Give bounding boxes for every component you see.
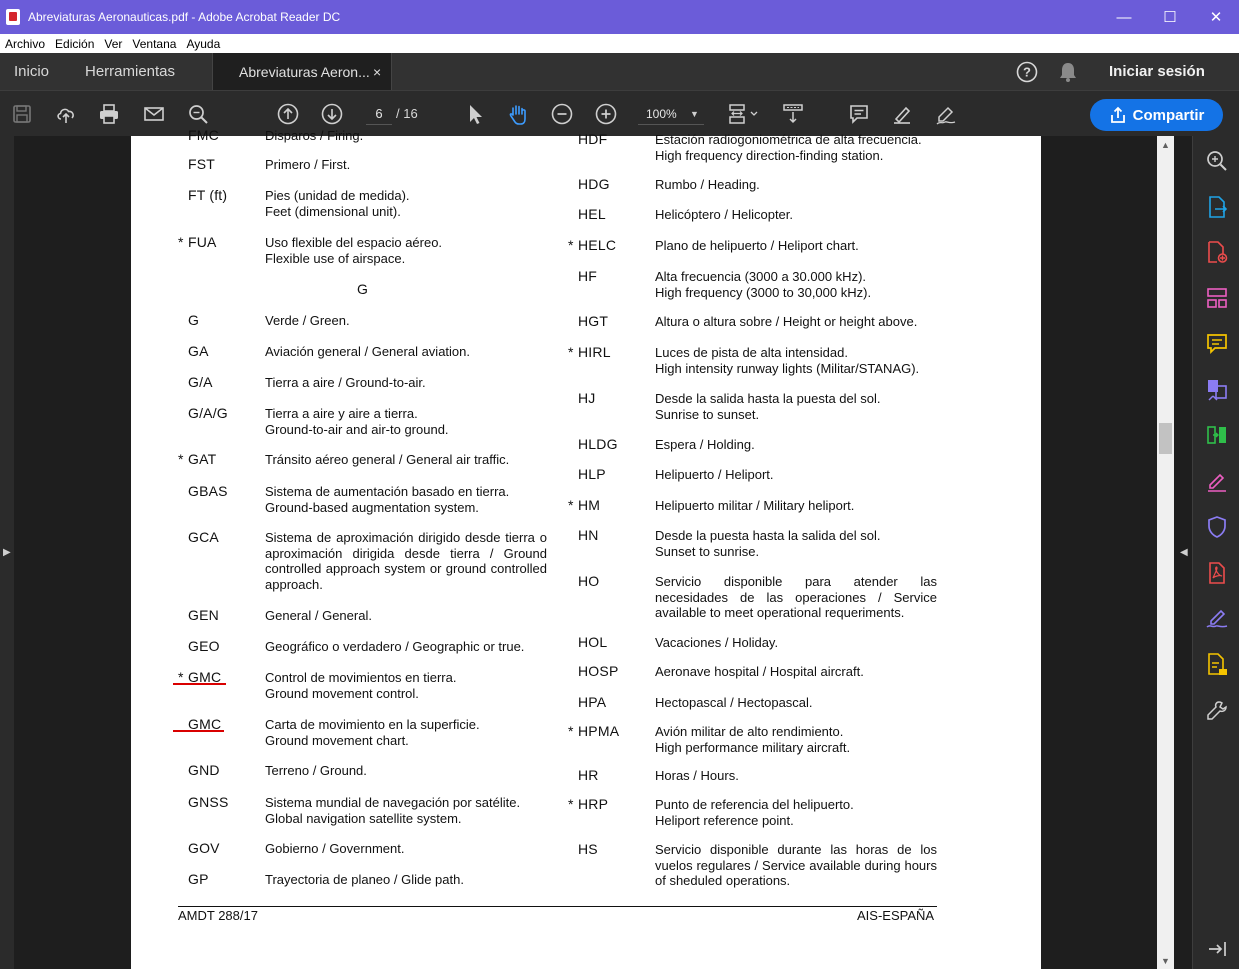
definition-line: Helicóptero / Helicopter. [655,207,794,222]
page-down-icon[interactable] [319,101,345,127]
comment-icon[interactable] [1205,332,1229,356]
definition-line: Sunset to sunrise. [655,543,760,559]
tab-close-icon[interactable]: × [373,63,382,80]
save-icon[interactable] [9,101,35,127]
abbreviation-definition [265,484,547,515]
zoom-in-icon[interactable] [593,101,619,127]
pdf-icon[interactable] [1205,561,1229,585]
definition-line: Punto de referencia del helipuerto. [655,797,854,812]
abbreviation-term: FST [188,156,216,172]
footer-rule [178,906,937,907]
definition-line: Tierra a aire / Ground-to-air. [265,375,426,390]
abbreviation-term: HLDG [578,436,618,452]
definition-line: Plano de helipuerto / Heliport chart. [655,238,859,253]
zoom-out-icon[interactable] [549,101,575,127]
abbreviation-definition [655,345,937,376]
definition-line: Luces de pista de alta intensidad. [655,345,848,360]
sign-icon[interactable] [933,101,959,127]
notifications-bell-icon[interactable] [1058,53,1078,90]
search-zoom-icon[interactable] [185,101,211,127]
definition-line: High intensity runway lights (Militar/STANAG). [655,360,920,376]
share-upload-icon [1109,106,1127,124]
definition-line: Control de movimientos en tierra. [265,670,457,685]
definition-line: Heliport reference point. [655,812,794,828]
revision-asterisk: * [568,344,574,360]
search-zoom-icon[interactable] [1205,149,1229,173]
abbreviation-term: FUA [188,234,217,250]
definition-line: General / General. [265,608,372,623]
definition-line: Alta frecuencia (3000 a 30.000 kHz). [655,269,867,284]
export-pdf-icon[interactable] [1205,195,1229,219]
menu-archivo[interactable]: Archivo [5,36,46,51]
definition-line: Sunrise to sunset. [655,406,760,422]
create-pdf-icon[interactable] [1205,240,1229,264]
definition-line: Global navigation satellite system. [265,810,462,826]
abbreviation-definition [655,437,937,453]
abbreviation-term: HM [578,497,601,513]
abbreviation-definition [655,238,937,254]
revision-asterisk: * [568,497,574,513]
footer-right: AIS-ESPAÑA [857,908,935,923]
revision-asterisk: * [178,669,184,685]
abbreviation-term: GCA [188,529,219,545]
abbreviation-definition [265,670,547,701]
definition-line: Altura o altura sobre / Height or height above. [655,314,918,329]
toolbar [0,90,1239,136]
abbreviation-definition [655,314,937,330]
page-fit-icon[interactable] [725,101,761,127]
abbreviation-term: HRP [578,796,609,812]
definition-line: Avión militar de alto rendimiento. [655,724,844,739]
page-up-icon[interactable] [275,101,301,127]
combine-files-icon[interactable] [1205,377,1229,401]
definition-line: Verde / Green. [265,313,350,328]
definition-line: Flexible use of airspace. [265,250,406,266]
print-icon[interactable] [96,101,122,127]
definition-line: Ground-based augmentation system. [265,499,479,515]
abbreviation-term: HLP [578,466,606,482]
definition-line: High frequency direction-finding station. [655,147,884,163]
definition-line: Horas / Hours. [655,768,739,783]
edit-sign-icon[interactable] [1205,606,1229,630]
abbreviation-definition [655,842,937,889]
definition-line: Desde la salida hasta la puesta del sol. [655,391,881,406]
abbreviation-definition [265,639,547,655]
abbreviation-term: GOV [188,840,220,856]
definition-line: Gobierno / Government. [265,841,405,856]
definition-line: Uso flexible del espacio aéreo. [265,235,443,250]
abbreviation-definition [265,188,547,219]
abbreviation-definition [655,498,937,514]
collapse-right-panel-icon[interactable]: ◀ [1180,547,1188,558]
abbreviation-definition [265,530,547,592]
scroll-mode-icon[interactable] [780,101,806,127]
share-button[interactable] [1090,99,1223,131]
abbreviation-definition [265,375,547,391]
abbreviation-term: GAT [188,451,217,467]
definition-line: Helipuerto militar / Military heliport. [655,498,855,513]
section-letter: G [357,281,368,297]
abbreviation-term: GEO [188,638,220,654]
definition-line: Servicio disponible durante las horas de los vuelos regulares / Service available during hours of sheduled operations. [655,842,937,888]
definition-line: Feet (dimensional unit). [265,203,401,219]
footer-left: AMDT 288/17 [178,908,258,923]
menu-edicion[interactable]: Edición [55,36,95,51]
definition-line: High performance military aircraft. [655,739,851,755]
tab-herramientas[interactable]: Herramientas [85,63,176,80]
scroll-up-arrow-icon[interactable]: ▲ [1161,140,1170,150]
abbreviation-term: HEL [578,206,606,222]
definition-line: Aeronave hospital / Hospital aircraft. [655,664,864,679]
abbreviation-definition [655,132,937,163]
collapse-panel-icon[interactable] [1205,937,1229,961]
abbreviation-term: HELC [578,237,617,253]
organize-pages-icon[interactable] [1205,286,1229,310]
abbreviation-term: G/A/G [188,405,228,421]
abbreviation-term: HOSP [578,663,619,679]
svg-text:?: ? [1023,64,1031,79]
select-cursor-icon[interactable] [462,101,488,127]
definition-line: Sistema de aumentación basado en tierra. [265,484,510,499]
compress-icon[interactable] [1205,423,1229,447]
abbreviation-definition [655,797,937,828]
email-icon[interactable] [141,101,167,127]
revision-asterisk: * [568,723,574,739]
scroll-down-arrow-icon[interactable]: ▼ [1161,956,1170,966]
right-tools-panel [1192,136,1239,969]
abbreviation-term: HGT [578,313,609,329]
page-total: / 16 [396,106,418,121]
abbreviation-definition [655,391,937,422]
abbreviation-definition [265,406,547,437]
cut-def-left: Disparos / Firing. [265,128,364,143]
abbreviation-term: G/A [188,374,213,390]
definition-line: Aviación general / General aviation. [265,344,470,359]
abbreviation-term: GP [188,871,209,887]
abbreviation-definition [265,313,547,329]
definition-line: Espera / Holding. [655,437,755,452]
abbreviation-definition [655,207,937,223]
abbreviation-definition [655,528,937,559]
menu-ayuda[interactable]: Ayuda [186,36,221,51]
definition-line: Ground-to-air and air-to ground. [265,421,449,437]
definition-line: Vacaciones / Holiday. [655,635,779,650]
abbreviation-definition [655,177,937,193]
share-button-label: Compartir [1132,106,1205,124]
definition-line: Primero / First. [265,157,351,172]
revision-asterisk: * [178,451,184,467]
tab-document-label: Abreviaturas Aeron... [239,63,370,80]
menu-bar [0,34,1239,53]
abbreviation-term: HN [578,527,599,543]
definition-line: Tierra a aire y aire a tierra. [265,406,418,421]
abbreviation-term: HPMA [578,723,620,739]
vertical-scrollbar[interactable] [1157,136,1174,969]
left-nav-panel-collapsed[interactable] [0,136,14,969]
menu-ver[interactable]: Ver [104,36,123,51]
definition-line: Tránsito aéreo general / General air traffic. [265,452,510,467]
abbreviation-definition [265,717,547,748]
abbreviation-term: GMC [188,716,222,732]
pdf-page [131,127,1041,969]
definition-line: Sistema de aproximación dirigido desde tierra o aproximación dirigida desde tierra / Ground controlled approach system or ground controlled approach. [265,530,547,592]
abbreviation-term: HR [578,767,599,783]
abbreviation-definition [655,768,937,784]
abbreviation-term: GBAS [188,483,228,499]
abbreviation-term: GMC [188,669,222,685]
abbreviation-term: HPA [578,694,607,710]
cut-abbr-left: FMC [188,127,219,143]
definition-line: Hectopascal / Hectopascal. [655,695,813,710]
close-window-button[interactable]: ✕ [1209,9,1223,26]
definition-line: Pies (unidad de medida). [265,188,410,203]
abbreviation-term: HO [578,573,600,589]
hand-tool-icon[interactable] [505,101,531,127]
revision-asterisk: * [178,234,184,250]
comment-icon[interactable] [846,101,872,127]
chevron-down-icon: ▼ [690,109,699,119]
definition-line: Geográfico o verdadero / Geographic or true. [265,639,525,654]
maximize-button[interactable]: ☐ [1163,9,1177,26]
protect-icon[interactable] [1205,515,1229,539]
abbreviation-term: FT (ft) [188,187,228,203]
abbreviation-term: HOL [578,634,608,650]
abbreviation-definition [655,724,937,755]
abbreviation-definition [265,344,547,360]
definition-line: Terreno / Ground. [265,763,367,778]
signin-button[interactable]: Iniciar sesión [1109,63,1205,80]
abbreviation-term: GEN [188,607,219,623]
abbreviation-definition [655,269,937,300]
window-title: Abreviaturas Aeronauticas.pdf - Adobe Acrobat Reader DC [28,10,341,24]
help-icon[interactable] [1016,53,1038,90]
abbreviation-definition [655,664,937,680]
tab-document[interactable] [212,53,392,90]
title-bar [0,0,1239,34]
abbreviation-term: HDF [578,131,608,147]
definition-line: Ground movement chart. [265,732,409,748]
abbreviation-term: HS [578,841,598,857]
more-tools-icon[interactable] [1205,652,1229,676]
abbreviation-definition [655,695,937,711]
abbreviation-term: G [188,312,200,328]
upload-cloud-icon[interactable] [53,101,79,127]
definition-line: Rumbo / Heading. [655,177,760,192]
definition-line: High frequency (3000 to 30,000 kHz). [655,284,872,300]
highlight-pen-icon[interactable] [889,101,915,127]
definition-line: Helipuerto / Heliport. [655,467,774,482]
definition-line: Desde la puesta hasta la salida del sol. [655,528,881,543]
tools-wrench-icon[interactable] [1205,699,1229,723]
abbreviation-definition [655,574,937,621]
abbreviation-definition [265,608,547,624]
definition-line: Carta de movimiento en la superficie. [265,717,480,732]
abbreviation-definition [265,157,547,173]
tab-inicio[interactable]: Inicio [14,63,50,80]
abbreviation-definition [265,841,547,857]
abbreviation-definition [655,467,937,483]
tab-bar [0,53,1239,90]
definition-line: Estación radiogoniométrica de alta frecuencia. [655,132,922,147]
abbreviation-definition [265,872,547,888]
fill-sign-icon[interactable] [1205,469,1229,493]
zoom-level-value: 100% [646,107,677,121]
abbreviation-term: HF [578,268,598,284]
abbreviation-definition [265,235,547,266]
abbreviation-definition [655,635,937,651]
definition-line: Trayectoria de planeo / Glide path. [265,872,464,887]
definition-line: Ground movement control. [265,685,419,701]
page-number-input[interactable]: 6 [366,103,392,125]
abbreviation-definition [265,763,547,779]
abbreviation-term: HIRL [578,344,611,360]
revision-asterisk: * [568,796,574,812]
document-viewport[interactable] [0,127,1192,969]
abbreviation-definition [265,795,547,826]
abbreviation-term: GNSS [188,794,229,810]
menu-ventana[interactable]: Ventana [132,36,177,51]
definition-line: Servicio disponible para atender las necesidades de las operaciones / Service available to meet operational requeriments. [655,574,937,620]
abbreviation-term: HDG [578,176,610,192]
expand-left-panel-icon[interactable]: ▶ [3,547,11,558]
scrollbar-thumb[interactable] [1159,423,1172,454]
acrobat-pdf-icon [6,9,20,25]
zoom-level-select[interactable] [638,103,704,125]
abbreviation-definition [265,452,547,468]
definition-line: Sistema mundial de navegación por satélite. [265,795,521,810]
abbreviation-term: GND [188,762,220,778]
revision-asterisk: * [568,237,574,253]
abbreviation-term: HJ [578,390,596,406]
minimize-button[interactable]: — [1116,8,1132,26]
abbreviation-term: GA [188,343,209,359]
